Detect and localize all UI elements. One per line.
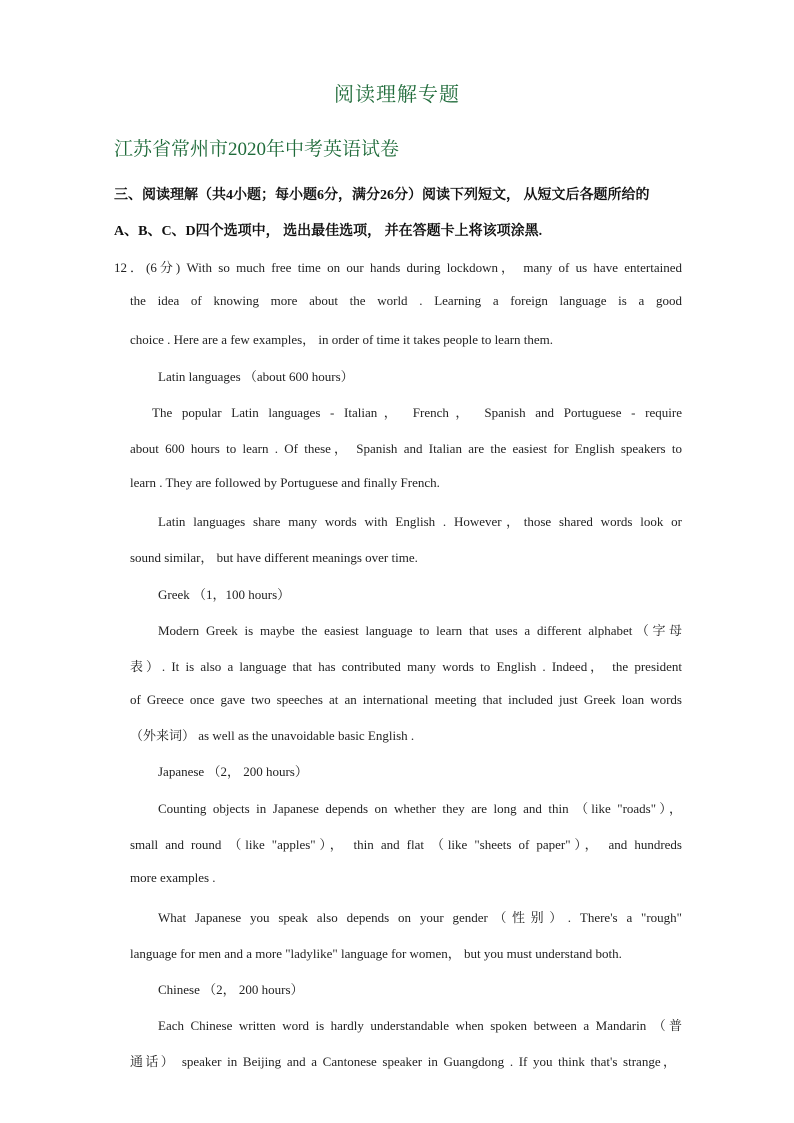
section-heading-line-1: 三、阅读理解（共4小题；每小题6分，满分26分）阅读下列短文， 从短文后各题所给的	[114, 188, 650, 203]
passage-line: sound similar， but have different meanings over time.	[130, 550, 418, 565]
passage-line: small and round （like "apples"）， thin and flat （like "sheets of paper"）， and hundreds	[130, 837, 682, 852]
passage-line: Latin languages share many words with English . However，those shared words look or	[158, 514, 682, 529]
passage-line: 12．(6分) With so much free time on our hands during lockdown， many of us have entertained	[114, 260, 682, 275]
passage-line: What Japanese you speak also depends on your gender（性别）. There's a "rough"	[158, 910, 682, 925]
passage-subheading: Chinese （2， 200 hours）	[158, 982, 304, 997]
passage-subheading: Japanese （2， 200 hours）	[158, 764, 308, 779]
passage-line: language for men and a more "ladylike" language for women， but you must understand both.	[130, 946, 622, 961]
passage-line: the idea of knowing more about the world . Learning a foreign language is a good	[130, 293, 682, 308]
passage-line: Each Chinese written word is hardly understandable when spoken between a Mandarin （普	[158, 1018, 682, 1033]
section-heading-line-2: A、B、C、D四个选项中， 选出最佳选项， 并在答题卡上将该项涂黑.	[114, 224, 543, 239]
passage-line: Modern Greek is maybe the easiest language to learn that uses a different alphabet（字母	[158, 623, 682, 638]
passage-line: choice . Here are a few examples， in order of time it takes people to learn them.	[130, 332, 554, 347]
passage-line: 通话） speaker in Beijing and a Cantonese speaker in Guangdong . If you think that's strange，	[130, 1054, 676, 1069]
passage-line: （外来词） as well as the unavoidable basic English .	[130, 728, 415, 743]
exam-title: 江苏省常州市2020年中考英语试卷	[114, 139, 400, 160]
passage-line: more examples .	[130, 870, 216, 885]
passage-subheading: Greek （1，100 hours）	[158, 587, 291, 602]
passage-subheading: Latin languages （about 600 hours）	[158, 369, 354, 384]
passage-line: of Greece once gave two speeches at an international meeting that included just Greek loan words	[130, 692, 682, 707]
document-title: 阅读理解专题	[334, 84, 460, 106]
passage-line: Counting objects in Japanese depends on whether they are long and thin （like "roads"），	[158, 801, 682, 816]
passage-line: learn . They are followed by Portuguese and finally French.	[130, 475, 440, 490]
passage-line: about 600 hours to learn . Of these， Spanish and Italian are the easiest for English speakers to	[130, 441, 682, 456]
passage-line: The popular Latin languages - Italian， French， Spanish and Portuguese - require	[152, 405, 682, 420]
passage-line: 表）. It is also a language that has contributed many words to English . Indeed， the president	[130, 659, 682, 674]
